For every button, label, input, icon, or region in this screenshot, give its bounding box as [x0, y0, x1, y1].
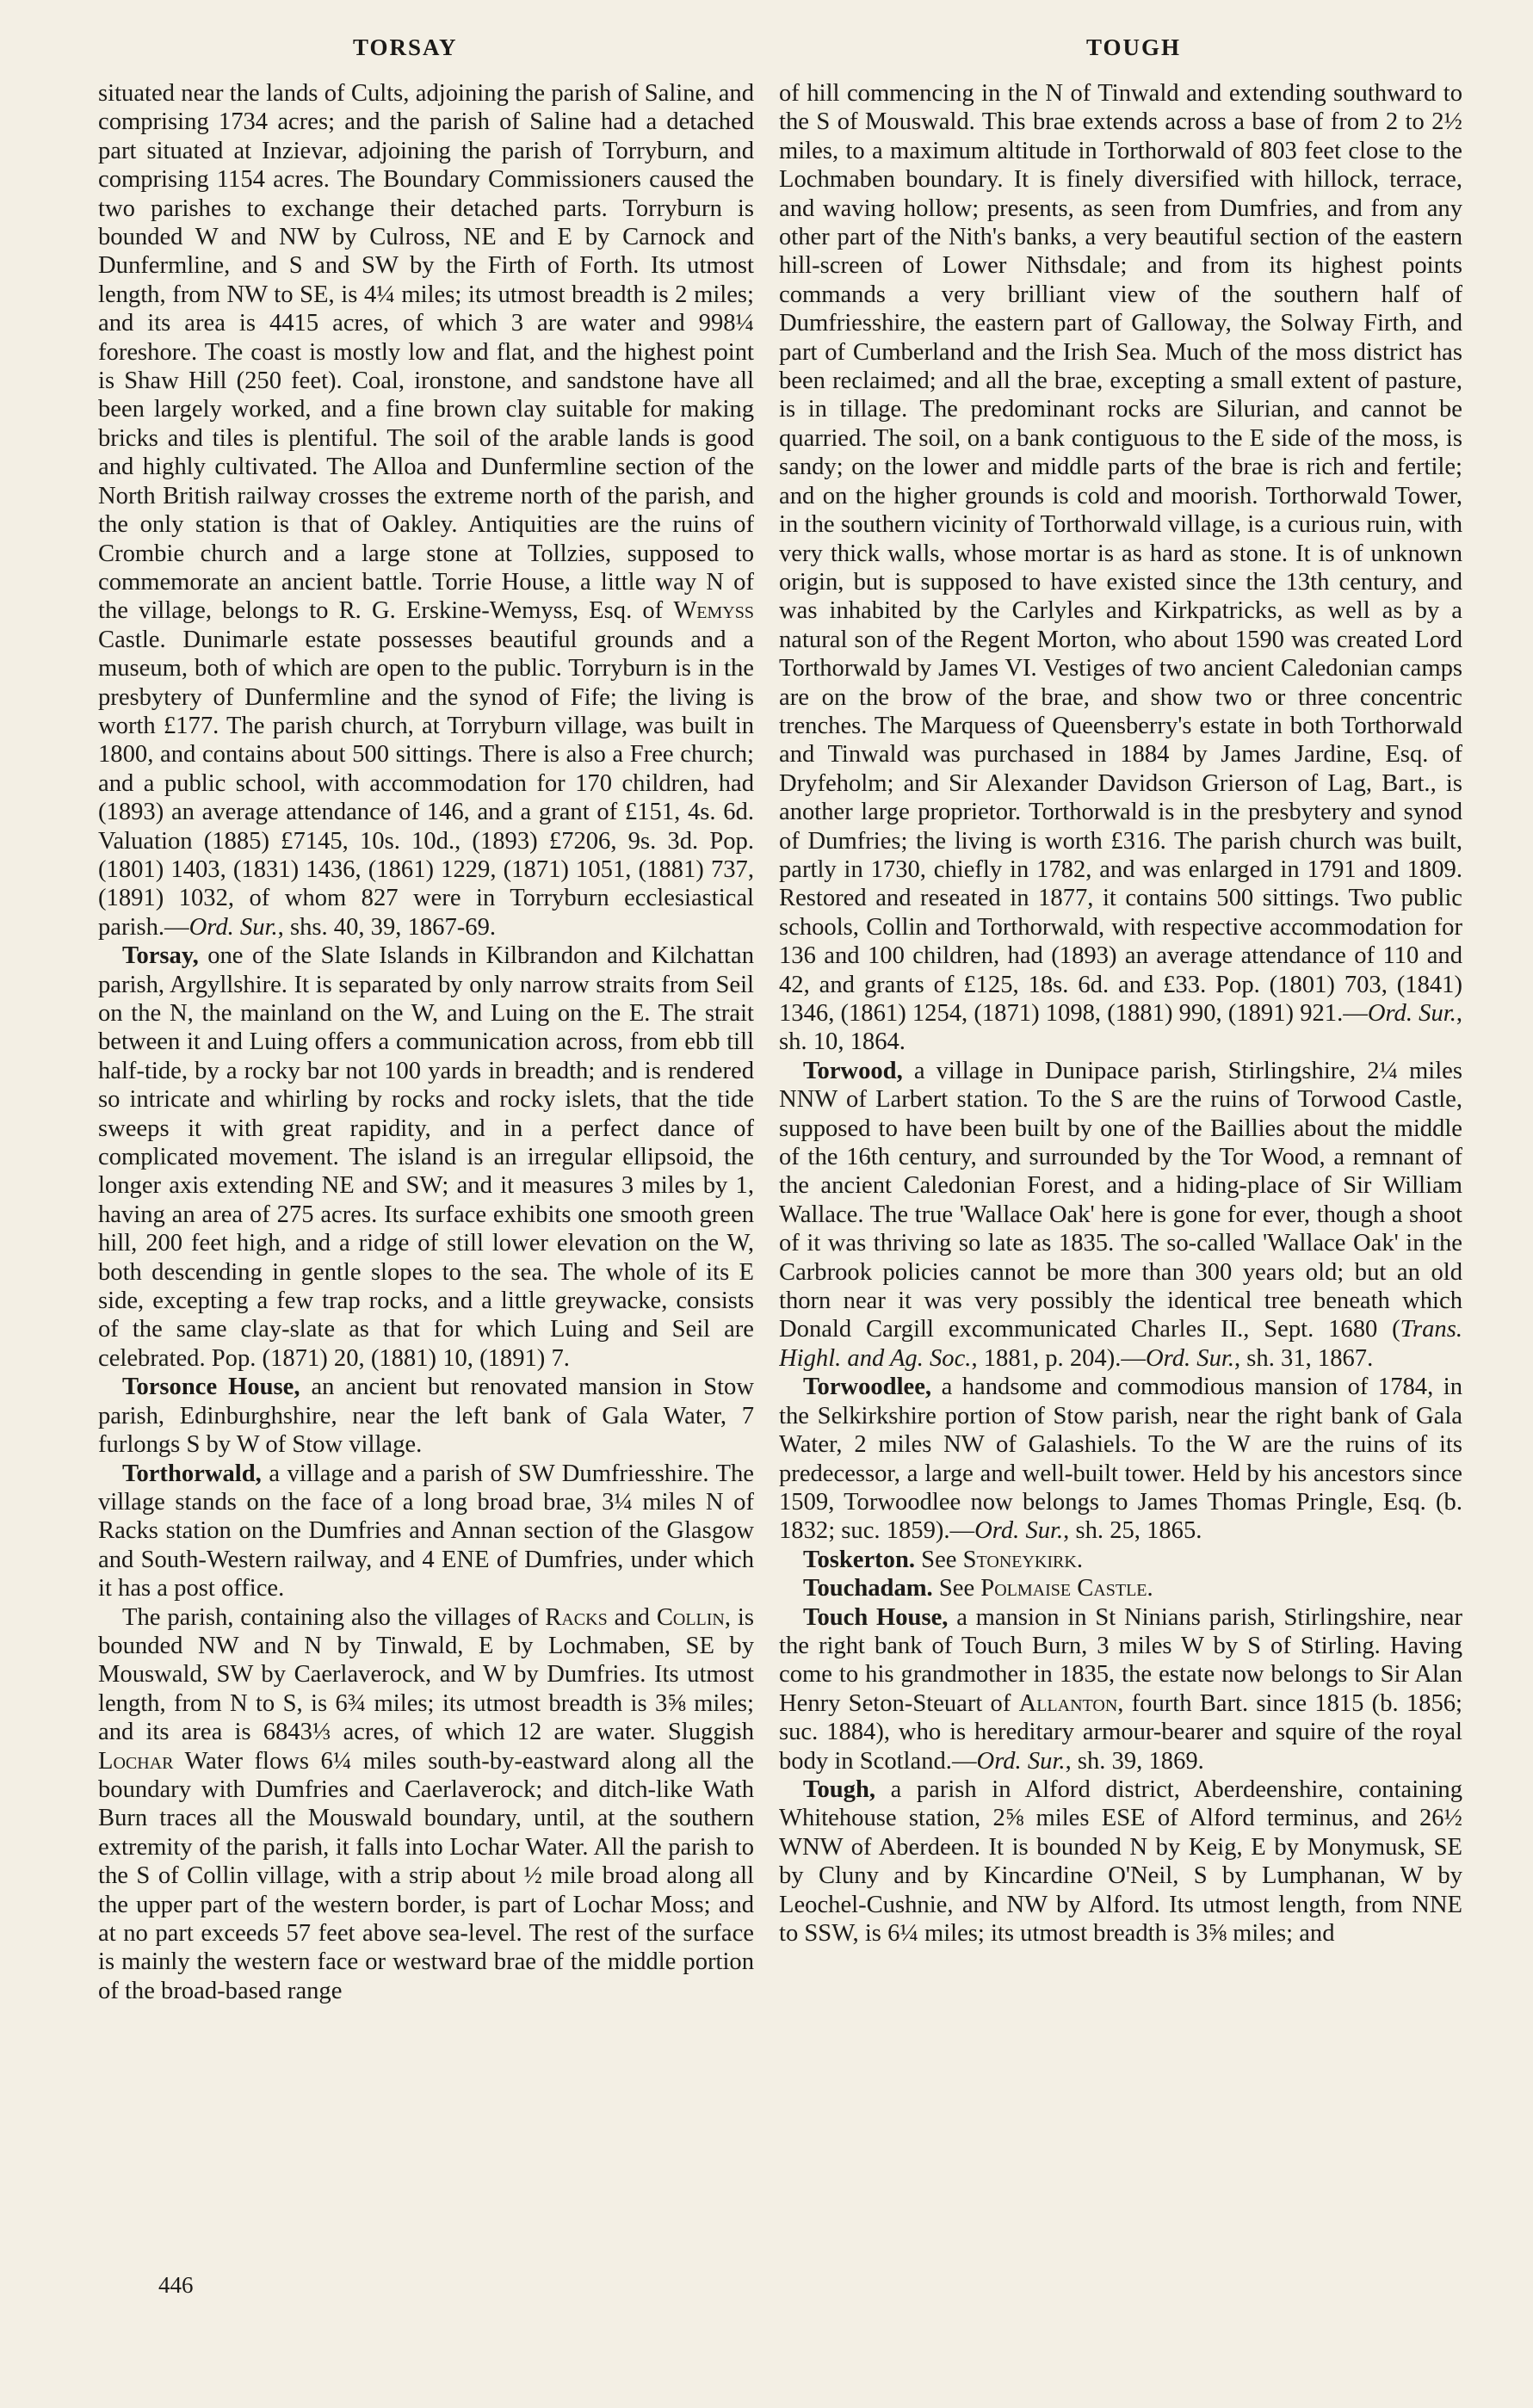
- headword: Torsay,: [122, 942, 199, 970]
- headword: Touch House,: [803, 1603, 949, 1631]
- running-head-left: TORSAY: [353, 34, 458, 60]
- right-column: [779, 79, 1462, 2282]
- left-column: [98, 79, 754, 2282]
- entry-torthorwald: Torthorwald, a village and a parish of SW Dumfriesshire. The village stands on the face of a long broad brae, 3¼ miles N of Racks station on the Dumfries and Annan section of the Glasgow and South-Western railway, and 4 ENE of Dumfries, under which it has a post office.: [98, 1460, 754, 1602]
- cross-reference: Stoneykirk.: [962, 1546, 1083, 1573]
- headword: Torwoodlee,: [803, 1374, 932, 1401]
- running-head-right: TOUGH: [1086, 34, 1182, 60]
- paragraph-torthorwald-parish: The parish, containing also the villages of Racks and Collin, is bounded NW and N by Tinwald, E by Lochmaben, SE by Mouswald, SW by Caerlaverock, and W by Dumfries. Its utmost length, from N to S, is 6¾ miles; its utmost breadth is 3⅝ miles; and its area is 6843⅓ acres, of which 12 are water. Sluggish Lochar Water flows 6¼ miles south-by-eastward along all the boundary with Dumfries and Caerlaverock; and ditch-like Wath Burn traces all the Mouswald boundary, until, at the southern extremity of the parish, it falls into Lochar Water. All the parish to the S of Collin village, with a strip about ½ mile broad along all the upper part of the western border, is part of Lochar Moss; and at no part exceeds 57 feet above sea-level. The rest of the surface is mainly the western face or westward brae of the middle portion of the broad-based range: [98, 1603, 754, 2004]
- entry-torwood: Torwood, a village in Dunipace parish, Stirlingshire, 2¼ miles NNW of Larbert station. To the S are the ruins of Torwood Castle, supposed to have been built by one of the Baillies about the middle of the 16th century, and surrounded by the Tor Wood, a remnant of the ancient Caledonian Forest, and a hiding-place of Sir William Wallace. The true 'Wallace Oak' here is gone for ever, though a shoot of it was thriving so late as 1835. The so-called 'Wallace Oak' in the Carbrook policies cannot be more than 300 years old; but an old thorn near it was very possibly the identical tree beneath which Donald Cargill excommunicated Charles II., Sept. 1680 (Trans. Highl. and Ag. Soc., 1881, p. 204).—Ord. Sur., sh. 31, 1867.: [779, 1057, 1462, 1372]
- paragraph-torryburn-continued: situated near the lands of Cults, adjoining the parish of Saline, and comprising 1734 acres; and the parish of Saline had a detached part situated at Inzievar, adjoining the parish of Torryburn, and comprising 1154 acres. The Boundary Commissioners caused the two parishes to exchange their detached parts. Torryburn is bounded W and NW by Culross, NE and E by Carnock and Dunfermline, and S and SW by the Firth of Forth. Its utmost length, from NW to SE, is 4¼ miles; its utmost breadth is 2 miles; and its area is 4415 acres, of which 3 are water and 998¼ foreshore. The coast is mostly low and flat, and the highest point is Shaw Hill (250 feet). Coal, ironstone, and sandstone have all been largely worked, and a fine brown clay suitable for making bricks and tiles is plentiful. The soil of the arable lands is good and highly cultivated. The Alloa and Dunfermline section of the North British railway crosses the extreme north of the parish, and the only station is that of Oakley. Antiquities are the ruins of Crombie church and a large stone at Tollzies, supposed to commemorate an ancient battle. Torrie House, a little way N of the village, belongs to R. G. Erskine-Wemyss, Esq. of Wemyss Castle. Dunimarle estate possesses beautiful grounds and a museum, both of which are open to the public. Torryburn is in the presbytery of Dunfermline and the synod of Fife; the living is worth £177. The parish church, at Torryburn village, was built in 1800, and contains about 500 sittings. There is also a Free church; and a public school, with accommodation for 170 children, had (1893) an average attendance of 146, and a grant of £151, 4s. 6d. Valuation (1885) £7145, 10s. 10d., (1893) £7206, 9s. 3d. Pop. (1801) 1403, (1831) 1436, (1861) 1229, (1871) 1051, (1881) 737, (1891) 1032, of whom 827 were in Torryburn ecclesiastical parish.—Ord. Sur., shs. 40, 39, 1867-69.: [98, 80, 754, 941]
- headword: Torsonce House,: [122, 1374, 300, 1401]
- headword: Tough,: [803, 1775, 875, 1803]
- headword: Torthorwald,: [122, 1460, 262, 1487]
- headword: Touchadam.: [803, 1575, 933, 1602]
- entry-touch-house: Touch House, a mansion in St Ninians parish, Stirlingshire, near the right bank of Touch Burn, 3 miles W by S of Stirling. Having come to his grandmother in 1835, the estate now belongs to Sir Alan Henry Seton-Steuart of Allanton, fourth Bart. since 1815 (b. 1856; suc. 1884), who is hereditary armour-bearer and squire of the royal body in Scotland.—Ord. Sur., sh. 39, 1869.: [779, 1603, 1462, 1775]
- headword: Torwood,: [803, 1057, 903, 1084]
- headword: Toskerton.: [803, 1546, 916, 1573]
- entry-toskerton: Toskerton. See Stoneykirk.: [803, 1546, 1083, 1573]
- entry-touchadam: Touchadam. See Polmaise Castle.: [803, 1575, 1153, 1602]
- entry-torsonce-house: Torsonce House, an ancient but renovated mansion in Stow parish, Edinburghshire, near the left bank of Gala Water, 7 furlongs S by W of Stow village.: [98, 1374, 754, 1459]
- entry-tough: Tough, a parish in Alford district, Aberdeenshire, containing Whitehouse station, 2⅝ miles ESE of Alford terminus, and 26½ WNW of Aberdeen. It is bounded N by Keig, E by Monymusk, SE by Cluny and by Kincardine O'Neil, S by Lumphanan, W by Leochel-Cushnie, and NW by Alford. Its utmost length, from NNE to SSW, is 6¼ miles; its utmost breadth is 3⅝ miles; and: [779, 1775, 1462, 1947]
- paragraph-torthorwald-continued: of hill commencing in the N of Tinwald and extending southward to the S of Mouswald. This brae extends across a base of from 2 to 2½ miles, to a maximum altitude in Torthorwald of 803 feet close to the Lochmaben boundary. It is finely diversified with hillock, terrace, and waving hollow; presents, as seen from Dumfries, and from any other part of the Nith's banks, a very beautiful section of the eastern hill-screen of Lower Nithsdale; and from its highest points commands a very brilliant view of the southern half of Dumfriesshire, the eastern part of Galloway, the Solway Firth, and part of Cumberland and the Irish Sea. Much of the moss district has been reclaimed; and all the brae, excepting a small extent of pasture, is in tillage. The predominant rocks are Silurian, and cannot be quarried. The soil, on a bank contiguous to the E side of the moss, is sandy; on the lower and middle parts of the brae is rich and fertile; and on the higher grounds is cold and moorish. Torthorwald Tower, in the southern vicinity of Torthorwald village, is a curious ruin, with very thick walls, whose mortar is as hard as stone. It is of unknown origin, but is supposed to have existed since the 13th century, and was inhabited by the Carlyles and Kirkpatricks, as well as by a natural son of the Regent Morton, who about 1590 was created Lord Torthorwald by James VI. Vestiges of two ancient Caledonian camps are on the brow of the brae, and show two or three concentric trenches. The Marquess of Queensberry's estate in both Torthorwald and Tinwald was purchased in 1884 by James Jardine, Esq. of Dryfeholm; and Sir Alexander Davidson Grierson of Lag, Bart., is another large proprietor. Torthorwald is in the presbytery and synod of Dumfries; the living is worth £316. The parish church was built, partly in 1730, chiefly in 1782, and was enlarged in 1791 and 1809. Restored and reseated in 1877, it contains 500 sittings. Two public schools, Collin and Torthorwald, with respective accommodation for 136 and 100 children, had (1893) an average attendance of 110 and 42, and grants of £125, 18s. 6d. and £33. Pop. (1801) 703, (1841) 1346, (1861) 1254, (1871) 1098, (1881) 990, (1891) 921.—Ord. Sur., sh. 10, 1864.: [779, 80, 1462, 1056]
- cross-reference: Polmaise Castle.: [980, 1575, 1153, 1602]
- entry-torsay: Torsay, one of the Slate Islands in Kilbrandon and Kilchattan parish, Argyllshire. It is separated by only narrow straits from Seil on the N, the mainland on the W, and Luing on the E. The strait between it and Luing offers a communication across, from ebb till half-tide, by a rocky bar not 100 yards in breadth; and is rendered so intricate and whirling by rocks and rocky islets, that the tide sweeps it with great rapidity, and in a perfect dance of complicated movement. The island is an irregular ellipsoid, the longer axis extending NE and SW; and it measures 3 miles by 1, having an area of 275 acres. Its surface exhibits one smooth green hill, 200 feet high, and a ridge of still lower elevation on the W, both descending in gentle slopes to the sea. The whole of its E side, excepting a few trap rocks, and a little greywacke, consists of the same clay-slate as that for which Luing and Seil are celebrated. Pop. (1871) 20, (1881) 10, (1891) 7.: [98, 942, 754, 1372]
- page-number: 446: [158, 2272, 194, 2298]
- entry-torwoodlee: Torwoodlee, a handsome and commodious mansion of 1784, in the Selkirkshire portion of Stow parish, near the right bank of Gala Water, 2 miles NW of Galashiels. To the W are the ruins of its predecessor, a large and well-built tower. Held by his ancestors since 1509, Torwoodlee now belongs to James Thomas Pringle, Esq. (b. 1832; suc. 1859).—Ord. Sur., sh. 25, 1865.: [779, 1374, 1462, 1545]
